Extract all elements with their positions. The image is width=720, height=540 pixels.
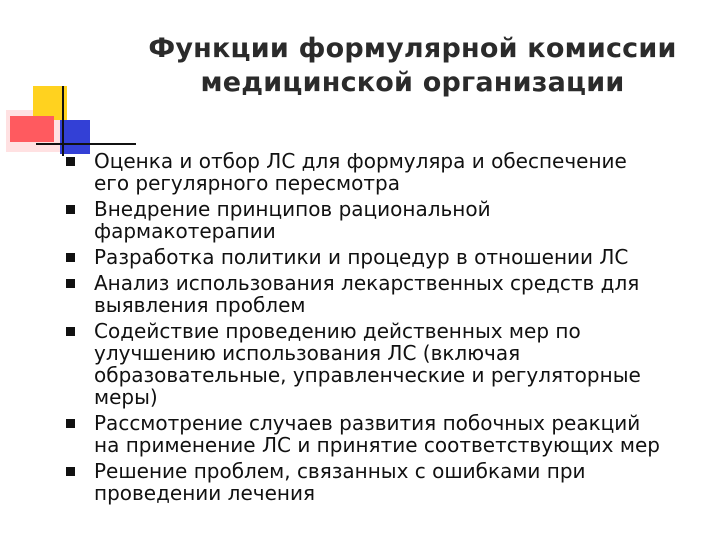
title-line-2: медицинской организации	[200, 67, 625, 98]
list-item-line: Содействие проведению действенных мер по	[94, 319, 581, 343]
list-item	[60, 150, 710, 194]
ornament-red-square	[10, 116, 54, 142]
square-bullet-icon	[66, 205, 75, 214]
ornament-horizontal-line	[36, 143, 136, 145]
square-bullet-icon	[66, 253, 75, 262]
list-item-line: Внедрение принципов рациональной	[94, 197, 491, 221]
title-line-1: Функции формулярной комиссии	[148, 33, 677, 64]
list-item-line: проведении лечения	[94, 481, 315, 505]
list-item	[60, 412, 710, 456]
list-item-line: на применение ЛС и принятие соответствующих мер	[94, 433, 660, 457]
list-item	[60, 272, 710, 316]
list-item-line: Анализ использования лекарственных средств для	[94, 271, 640, 295]
list-item-line: Разработка политики и процедур в отношении ЛС	[94, 245, 629, 269]
list-item	[60, 320, 710, 408]
list-item-line: фармакотерапии	[94, 219, 276, 243]
ornament-blue-square	[60, 120, 90, 154]
list-item-line: Оценка и отбор ЛС для формуляра и обеспечение	[94, 149, 627, 173]
list-item-line: улучшению использования ЛС (включая	[94, 341, 521, 365]
square-bullet-icon	[66, 467, 75, 476]
list-item-line: Решение проблем, связанных с ошибками при	[94, 459, 586, 483]
square-bullet-icon	[66, 279, 75, 288]
list-item-line: образовательные, управленческие и регуляторные	[94, 363, 641, 387]
ornament-vertical-line	[62, 86, 64, 156]
list-item-line: выявления проблем	[94, 293, 306, 317]
list-item	[60, 246, 710, 268]
square-bullet-icon	[66, 327, 75, 336]
square-bullet-icon	[66, 157, 75, 166]
list-item-line: его регулярного пересмотра	[94, 171, 400, 195]
bullet-list	[60, 150, 710, 508]
list-item-line: меры)	[94, 385, 158, 409]
square-bullet-icon	[66, 419, 75, 428]
slide-title	[120, 32, 705, 100]
list-item	[60, 198, 710, 242]
list-item-line: Рассмотрение случаев развития побочных реакций	[94, 411, 641, 435]
list-item	[60, 460, 710, 504]
